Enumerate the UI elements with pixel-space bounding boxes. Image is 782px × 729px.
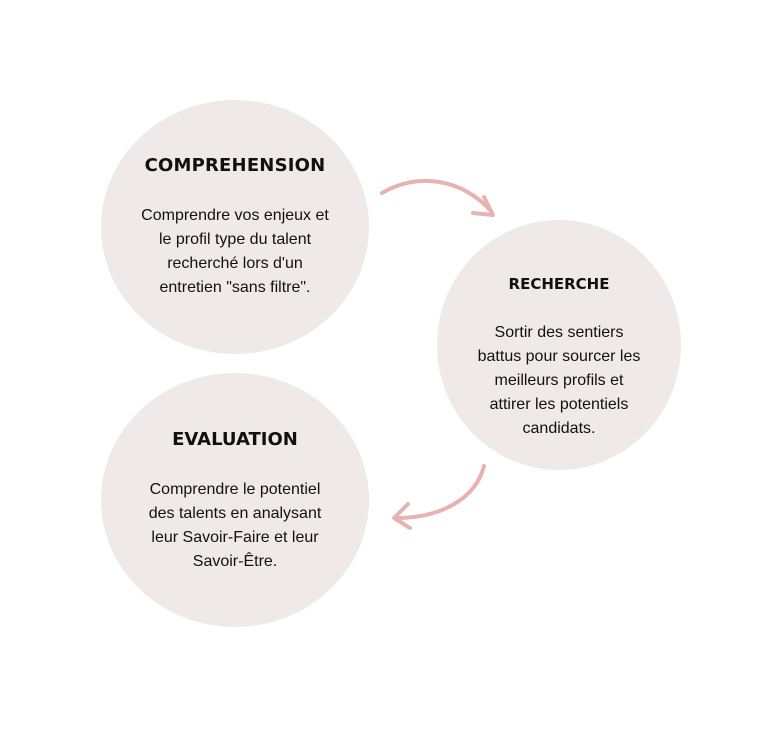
- step-title: EVALUATION: [172, 429, 298, 450]
- step-description-line: Comprendre vos enjeux et: [141, 207, 329, 224]
- curved-arrow-icon: [378, 175, 502, 225]
- curved-arrow-icon: [384, 460, 494, 530]
- step-description-line: recherché lors d'un: [167, 255, 303, 272]
- step-description-line: le profil type du talent: [158, 231, 312, 248]
- step-description-line: des talents en analysant: [148, 505, 322, 522]
- step-description-line: attirer les potentiels: [489, 396, 629, 413]
- step-description-line: Sortir des sentiers: [494, 324, 624, 341]
- step-recherche-circle: [437, 220, 681, 470]
- step-description-line: candidats.: [522, 420, 596, 437]
- step-title: COMPREHENSION: [144, 155, 326, 176]
- step-title: RECHERCHE: [508, 275, 610, 293]
- step-description-line: leur Savoir-Faire et leur: [151, 529, 319, 546]
- step-description-line: entretien "sans filtre".: [159, 279, 311, 296]
- step-description-line: meilleurs profils et: [494, 372, 624, 389]
- step-description-line: battus pour sourcer les: [477, 348, 641, 365]
- step-description-line: Savoir-Être.: [192, 553, 278, 570]
- step-description: [459, 321, 659, 441]
- step-description-line: Comprendre le potentiel: [149, 481, 321, 498]
- step-comprehension-circle: [101, 100, 369, 354]
- step-description: [125, 204, 345, 300]
- step-evaluation-circle: [101, 373, 369, 627]
- step-description: [130, 478, 340, 574]
